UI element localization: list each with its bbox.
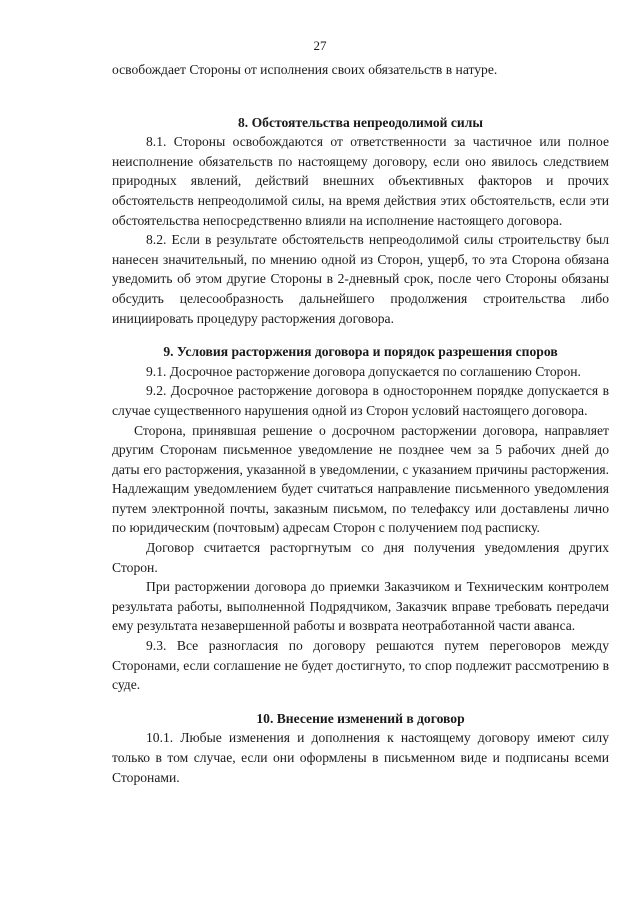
clause-8-1: 8.1. Стороны освобождаются от ответственности за частичное или полное неисполнение обязательств по настоящему договору, если оно явилось следствием природных явлений, действий внешних объективных факторов и прочих обстоятельств непреодолимой силы, на время действия этих обстоятельств, если эти обстоятельства непосредственно влияли на исполнение настоящего договора.: [112, 134, 609, 228]
document-body: [112, 60, 609, 787]
section-10-title: 10. Внесение изменений в договор: [256, 710, 465, 726]
page-number: 27: [313, 38, 327, 53]
continuation-paragraph: освобождает Стороны от исполнения своих обязательств в натуре.: [112, 62, 498, 77]
clause-9-2-acceptance: При расторжении договора до приемки Заказчиком и Техническим контролем результата работы, выполненной Подрядчиком, Заказчик вправе требовать передачи ему результата незавершенной работы и возврата неотработанной части аванса.: [112, 579, 609, 634]
section-9-title: 9. Условия расторжения договора и порядок разрешения споров: [163, 344, 558, 360]
clause-9-2: 9.2. Досрочное расторжение договора в одностороннем порядке допускается в случае существенного нарушения одной из Сторон условий настоящего договора.: [112, 383, 609, 418]
clause-8-2: 8.2. Если в результате обстоятельств непреодолимой силы строительству был нанесен значительный, по мнению одной из Сторон, ущерб, то эта Сторона обязана уведомить об этом другие Стороны в 2-дневный срок, после чего Стороны обязаны обсудить целесообразность дальнейшего продолжения строительства либо инициировать процедуру расторжения договора.: [112, 232, 609, 326]
spacer: [112, 80, 609, 113]
clause-10-1: 10.1. Любые изменения и дополнения к настоящему договору имеют силу только в том случае, если они оформлены в письменном виде и подписаны всеми Сторонами.: [112, 730, 609, 785]
clause-9-2-termination-date: Договор считается расторгнутым со дня получения уведомления других Сторон.: [112, 540, 609, 575]
spacer: [112, 328, 609, 342]
section-8-title: 8. Обстоятельства непреодолимой силы: [237, 114, 484, 130]
clause-9-2-notice: Сторона, принявшая решение о досрочном расторжении договора, направляет другим Сторонам письменное уведомление не позднее чем за 5 рабочих дней до даты его расторжения, указанной в уведомлении, с указанием причины расторжения. Надлежащим уведомлением будет считаться направление письменного уведомления путем электронной почты, заказным письмом, по телефаксу или доставлены лично по юридическим (почтовым) адресам Сторон с получением под расписку.: [112, 422, 609, 536]
clause-9-1: 9.1. Досрочное расторжение договора допускается по соглашению Сторон.: [146, 363, 581, 379]
clause-9-3: 9.3. Все разногласия по договору решаются путем переговоров между Сторонами, если соглашение не будет достигнуто, то спор подлежит рассмотрению в суде.: [112, 638, 609, 693]
spacer: [112, 695, 609, 709]
